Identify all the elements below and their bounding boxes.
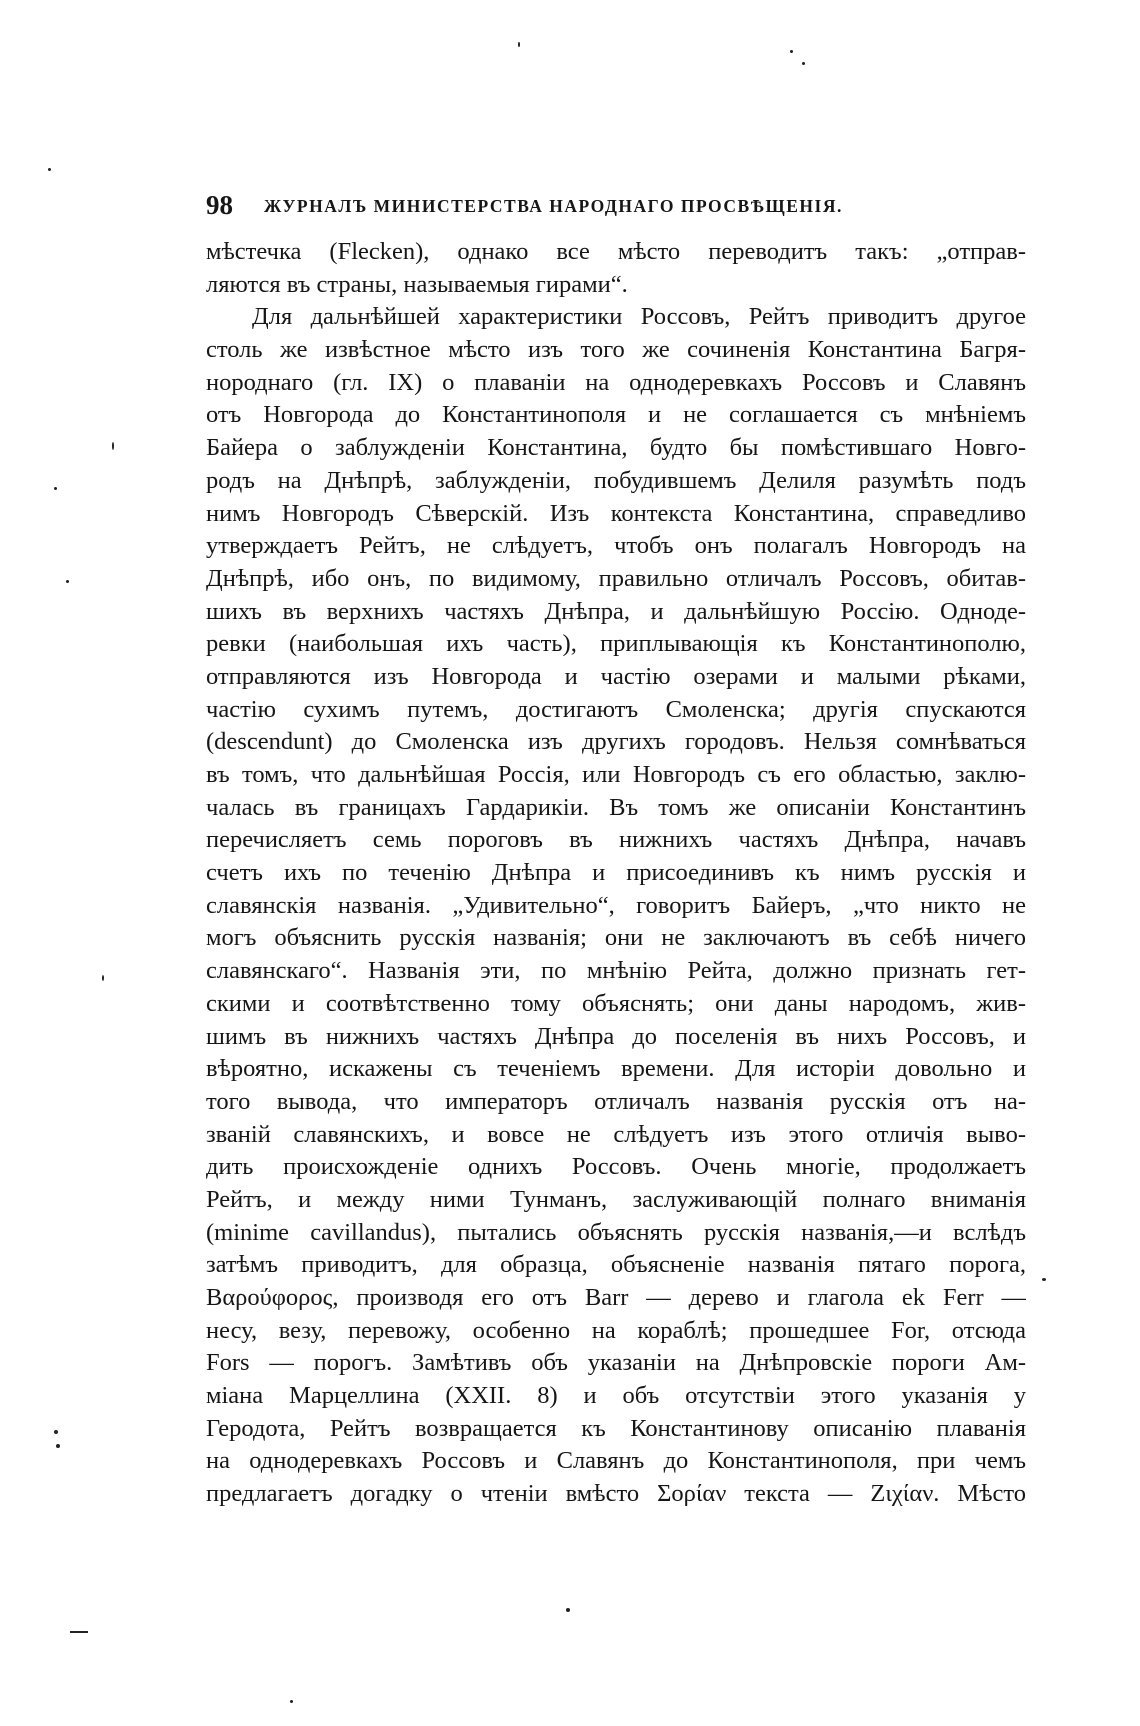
text-line: славянскія названія. „Удивительно“, говоритъ Байеръ, „что никто не bbox=[206, 891, 1026, 919]
scan-speck bbox=[66, 580, 69, 583]
text-line: нимъ Новгородъ Сѣверскій. Изъ контекста Константина, справедливо bbox=[206, 499, 1026, 527]
scan-speck bbox=[56, 1444, 60, 1448]
text-line: частію сухимъ путемъ, достигаютъ Смоленска; другія спускаются bbox=[206, 695, 1026, 723]
text-line: въ томъ, что дальнѣйшая Россія, или Новгородъ съ его областью, заклю- bbox=[206, 761, 1026, 788]
text-line: Рейтъ, и между ними Тунманъ, заслуживающій полнаго вниманія bbox=[206, 1185, 1026, 1213]
text-line: міана Марцеллина (XXII. 8) и объ отсутствіи этого указанія у bbox=[206, 1382, 1026, 1410]
text-line: перечисляетъ семь пороговъ въ нижнихъ частяхъ Днѣпра, начавъ bbox=[206, 826, 1026, 854]
scan-speck bbox=[102, 975, 104, 981]
text-line: скими и соотвѣтственно тому объяснять; они даны народомъ, жив- bbox=[206, 989, 1026, 1017]
text-line: столь же извѣстное мѣсто изъ того же сочиненія Константина Багря- bbox=[206, 336, 1026, 364]
text-line: утверждаетъ Рейтъ, не слѣдуетъ, чтобъ онъ полагалъ Новгородъ на bbox=[206, 532, 1026, 560]
scan-speck bbox=[112, 442, 114, 450]
text-line: Fors — порогъ. Замѣтивъ объ указаніи на Днѣпровскіе пороги Ам- bbox=[206, 1349, 1026, 1377]
text-line: Для дальнѣйшей характеристики Россовъ, Рейтъ приводитъ другое bbox=[252, 303, 1026, 331]
text-line: могъ объяснить русскія названія; они не заключаютъ въ себѣ ничего bbox=[206, 924, 1026, 952]
text-line: Геродота, Рейтъ возвращается къ Константинову описанію плаванія bbox=[206, 1414, 1026, 1442]
text-line: вѣроятно, искажены съ теченіемъ времени. Для исторіи довольно и bbox=[206, 1055, 1026, 1083]
text-line: того вывода, что императоръ отличалъ названія русскія отъ на- bbox=[206, 1087, 1026, 1115]
text-line: ревки (наибольшая ихъ часть), приплывающія къ Константинополю, bbox=[206, 630, 1026, 658]
scan-speck bbox=[790, 50, 793, 53]
text-line: (descendunt) до Смоленска изъ другихъ городовъ. Нельзя сомнѣваться bbox=[206, 728, 1026, 756]
scan-speck bbox=[290, 1700, 293, 1703]
scan-speck bbox=[802, 62, 805, 65]
scan-speck bbox=[54, 1430, 58, 1434]
text-line: родъ на Днѣпрѣ, заблужденіи, побудившемъ Делиля разумѣть подъ bbox=[206, 466, 1026, 494]
text-line: чалась въ границахъ Гардарикіи. Въ томъ же описаніи Константинъ bbox=[206, 793, 1026, 821]
text-line: славянскаго“. Названія эти, по мнѣнію Рейта, должно признать гет- bbox=[206, 957, 1026, 985]
text-line: нороднаго (гл. IX) о плаваніи на однодеревкахъ Россовъ и Славянъ bbox=[206, 368, 1026, 396]
text-line: дить происхожденіе однихъ Россовъ. Очень многіе, продолжаетъ bbox=[206, 1153, 1026, 1181]
text-line: Βαρούφορος, производя его отъ Barr — дерево и глагола ek Ferr — bbox=[206, 1284, 1026, 1311]
body-text bbox=[206, 236, 1026, 1511]
page-number: 98 bbox=[206, 190, 233, 220]
text-line: ляются въ страны, называемыя гирами“. bbox=[206, 270, 628, 298]
scan-speck bbox=[518, 42, 520, 47]
scan-speck bbox=[54, 487, 57, 490]
text-line: мѣстечка (Flecken), однако все мѣсто переводитъ такъ: „отправ- bbox=[206, 238, 1026, 265]
text-line: Днѣпрѣ, ибо онъ, по видимому, правильно отличалъ Россовъ, обитав- bbox=[206, 564, 1026, 592]
text-line: шихъ въ верхнихъ частяхъ Днѣпра, и дальнѣйшую Россію. Одноде- bbox=[206, 597, 1026, 625]
text-line: счетъ ихъ по теченію Днѣпра и присоединивъ къ нимъ русскія и bbox=[206, 859, 1026, 887]
scan-speck bbox=[1042, 1278, 1046, 1281]
text-line: отправляются изъ Новгорода и частію озерами и малыми рѣками, bbox=[206, 662, 1026, 690]
text-line: предлагаетъ догадку о чтеніи вмѣсто Σορίαν текста — Ζιχίαν. Мѣсто bbox=[206, 1480, 1026, 1508]
scan-speck bbox=[566, 1608, 570, 1612]
text-line: званій славянскихъ, и вовсе не слѣдуетъ изъ этого отличія выво- bbox=[206, 1120, 1026, 1148]
page-header bbox=[206, 190, 1026, 220]
scan-dash bbox=[70, 1631, 88, 1633]
text-line: на однодеревкахъ Россовъ и Славянъ до Константинополя, при чемъ bbox=[206, 1447, 1026, 1475]
text-line: шимъ въ нижнихъ частяхъ Днѣпра до поселенія въ нихъ Россовъ, и bbox=[206, 1022, 1026, 1050]
text-line: несу, везу, перевожу, особенно на кораблѣ; прошедшее For, отсюда bbox=[206, 1316, 1026, 1344]
text-line: отъ Новгорода до Константинополя и не соглашается съ мнѣніемъ bbox=[206, 401, 1026, 429]
text-line: затѣмъ приводитъ, для образца, объясненіе названія пятаго порога, bbox=[206, 1251, 1026, 1279]
running-title: ЖУРНАЛЪ МИНИСТЕРСТВА НАРОДНАГО ПРОСВѢЩЕНІЯ. bbox=[264, 196, 843, 216]
scan-speck bbox=[48, 168, 51, 171]
text-line: Байера о заблужденіи Константина, будто бы помѣстившаго Новго- bbox=[206, 434, 1026, 462]
text-line: (minime cavillandus), пытались объяснять русскія названія,—и вслѣдъ bbox=[206, 1218, 1026, 1246]
